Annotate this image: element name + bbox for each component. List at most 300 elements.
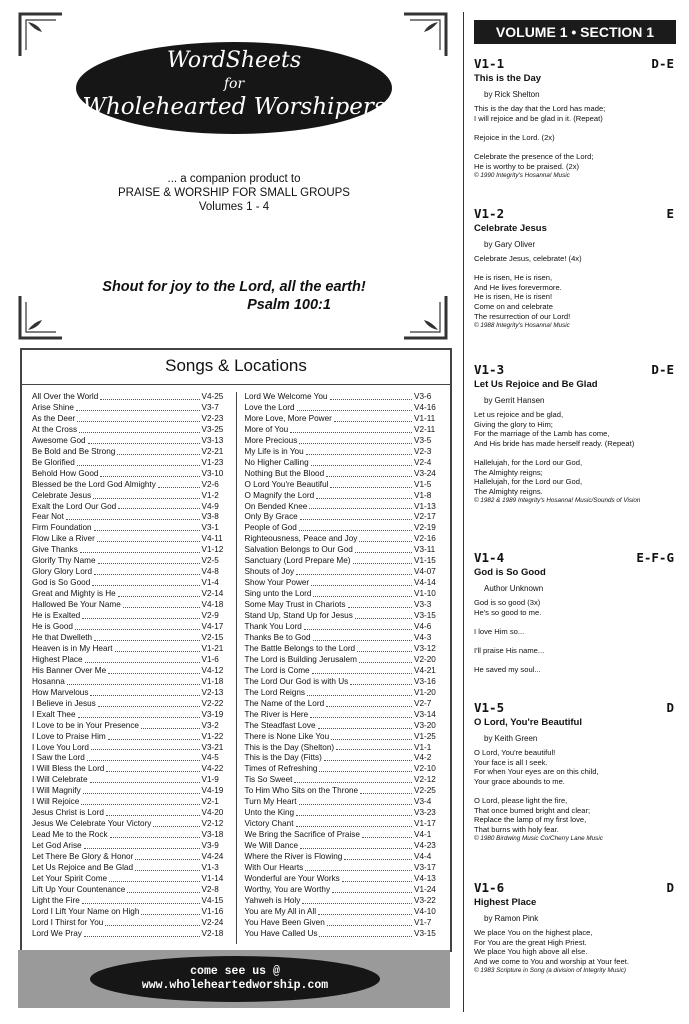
song-index-row (32, 874, 228, 885)
song-index-row (32, 469, 228, 480)
song-index-row (245, 710, 441, 721)
song-index-row (32, 666, 228, 677)
song-location: V1-3 (201, 862, 219, 872)
song-location: V2-20 (414, 654, 436, 664)
song-name: Give Thanks (32, 545, 78, 555)
dot-leader (81, 797, 199, 805)
song-header (474, 206, 674, 221)
song-index-row (245, 918, 441, 929)
songs-column-right (241, 392, 445, 944)
song-index-row (32, 545, 228, 556)
song-name: More Love, More Power (244, 413, 332, 423)
song-name: Heaven is in My Heart (32, 643, 113, 653)
song-entry (474, 550, 674, 675)
dot-leader (141, 907, 199, 915)
song-location: V3-10 (201, 468, 224, 478)
song-name: Firm Foundation (32, 523, 92, 533)
song-location: V2-14 (201, 589, 224, 599)
song-location: V3-16 (414, 676, 436, 686)
song-name: Fear Not (32, 512, 64, 522)
song-location: V1-9 (201, 775, 219, 785)
song-name: I Saw the Lord (32, 753, 85, 763)
song-header (474, 550, 674, 565)
dot-leader (92, 578, 199, 586)
song-location: V4-10 (414, 906, 436, 916)
song-index-row (245, 819, 441, 830)
dot-leader (67, 677, 200, 685)
song-index-row (245, 688, 441, 699)
song-name: I Will Celebrate (32, 775, 88, 785)
song-copyright: © 1980 Birdwing Music Co/Cherry Lane Music (474, 835, 603, 843)
song-index-row (32, 611, 228, 622)
song-index-row (245, 545, 441, 556)
song-index-row (32, 885, 228, 896)
song-index-row (32, 852, 228, 863)
dot-leader (359, 534, 412, 542)
dot-leader (98, 556, 200, 564)
dot-leader (311, 578, 412, 586)
dot-leader (342, 874, 412, 882)
dot-leader (348, 600, 412, 608)
song-name: You are My All in All (244, 906, 317, 916)
song-index-row (32, 721, 228, 732)
song-location: V2-11 (414, 424, 436, 434)
song-index-row (245, 863, 441, 874)
song-index-row (245, 633, 441, 644)
song-author: by Rick Shelton (484, 90, 540, 99)
song-name: We Bring the Sacrifice of Praise (244, 830, 360, 840)
song-name: This is the Day (Fitts) (244, 753, 322, 763)
song-index-row (32, 633, 228, 644)
song-location: V4-1 (414, 830, 432, 840)
song-name: Love the Lord (244, 402, 295, 412)
song-lyrics: This is the day that the Lord has made; I will rejoice and be glad in it. (Repeat) Rejoice in the Lord. (2x) Celebrate the presence of the Lord; He is worthy to be praised. (2x) (474, 104, 606, 171)
song-name: The Battle Belongs to the Lord (244, 643, 356, 653)
dot-leader (135, 852, 199, 860)
corner-ornament-top-right (402, 12, 448, 58)
song-location: V1-15 (414, 556, 436, 566)
song-name: The Lord Our God is with Us (244, 676, 349, 686)
song-index-row (245, 436, 441, 447)
dot-leader (109, 874, 199, 882)
song-header (474, 880, 674, 895)
song-name: Light the Fire (32, 895, 80, 905)
song-name: I Love to Praise Him (32, 731, 106, 741)
dot-leader (305, 863, 412, 871)
song-index-row (245, 622, 441, 633)
song-name: Lord We Welcome You (244, 392, 328, 401)
song-name: With Our Hearts (244, 862, 304, 872)
dot-leader (84, 841, 200, 849)
website-url[interactable]: www.wholeheartedworship.com (141, 979, 329, 992)
dot-leader (94, 523, 200, 531)
verse-reference: Psalm 100:1 (247, 297, 331, 313)
song-index-row (245, 907, 441, 918)
dot-leader (304, 622, 412, 630)
song-index-row (245, 469, 441, 480)
dot-leader (313, 589, 412, 597)
title-line-1: WordSheets (166, 48, 302, 73)
song-key: E (666, 206, 674, 221)
song-index-row (245, 743, 441, 754)
song-location: V2-22 (201, 698, 224, 708)
song-location: V1-20 (414, 687, 436, 697)
song-index-row (32, 403, 228, 414)
song-index-row (245, 732, 441, 743)
song-name: I Exalt Thee (32, 709, 76, 719)
song-index-row (32, 447, 228, 458)
song-location: V1-16 (201, 906, 224, 916)
song-name: Awesome God (32, 435, 86, 445)
song-index-row (245, 885, 441, 896)
companion-line-2: PRAISE & WORSHIP FOR SMALL GROUPS (118, 187, 350, 199)
song-copyright: © 1983 Scripture in Song (a division of Integrity Music) (474, 967, 626, 975)
song-location: V3-13 (201, 435, 224, 445)
song-location: V4-19 (201, 786, 224, 796)
song-name: Turn My Heart (244, 797, 297, 807)
song-name: Blessed be the Lord God Almighty (32, 479, 156, 489)
song-name: The Lord is Building Jerusalem (244, 654, 357, 664)
song-location: V2-6 (201, 479, 219, 489)
song-index-row (245, 480, 441, 491)
dot-leader (299, 797, 412, 805)
song-index-row (32, 589, 228, 600)
title-oval (76, 42, 392, 134)
dot-leader (106, 808, 200, 816)
dot-leader (312, 666, 412, 674)
song-index-row (245, 677, 441, 688)
dot-leader (330, 480, 412, 488)
song-location: V3-8 (201, 512, 219, 522)
dot-leader (362, 830, 412, 838)
dot-leader (100, 469, 199, 477)
song-name: At the Cross (32, 424, 78, 434)
song-name: He is Good (32, 622, 73, 632)
song-name: Victory Chant (244, 819, 294, 829)
song-index-row (32, 425, 228, 436)
song-location: V4-6 (414, 622, 432, 632)
dot-leader (94, 567, 199, 575)
song-name: I Will Magnify (32, 786, 81, 796)
scripture-verse (18, 278, 450, 314)
song-location: V2-12 (414, 775, 436, 785)
song-location: V2-15 (201, 632, 224, 642)
dot-leader (110, 830, 200, 838)
title-line-2: for (223, 76, 245, 92)
dot-leader (135, 863, 199, 871)
song-index-row (245, 753, 441, 764)
dot-leader (306, 447, 412, 455)
song-name: Show Your Power (244, 578, 310, 588)
song-author: by Keith Green (484, 734, 538, 743)
song-name: Nothing But the Blood (244, 468, 325, 478)
song-location: V1-13 (414, 501, 436, 511)
song-name: Great and Mighty is He (32, 589, 116, 599)
song-name: To Him Who Sits on the Throne (244, 786, 359, 796)
song-name: This is the Day (Shelton) (244, 742, 335, 752)
dot-leader (80, 545, 200, 553)
dot-leader (106, 764, 199, 772)
song-name: You Have Called Us (244, 928, 318, 938)
song-index-row (32, 644, 228, 655)
song-location: V1-5 (414, 479, 432, 489)
songs-locations-box (20, 348, 452, 952)
song-location: V3-17 (414, 862, 436, 872)
song-index-row (32, 688, 228, 699)
song-index-row (32, 743, 228, 754)
dot-leader (105, 918, 199, 926)
song-location: V3-23 (414, 808, 436, 818)
song-location: V4-5 (201, 753, 219, 763)
song-title: O Lord, You're Beautiful (474, 717, 582, 728)
song-location: V2-19 (414, 523, 436, 533)
dot-leader (88, 436, 200, 444)
song-location: V2-5 (201, 556, 219, 566)
companion-text (18, 172, 450, 214)
song-location: V3-6 (414, 392, 432, 401)
song-index-row (32, 567, 228, 578)
song-location: V1-6 (201, 654, 219, 664)
title-line-3: Wholehearted Worshipers (82, 94, 386, 120)
song-name: How Marvelous (32, 687, 89, 697)
song-name: I Believe in Jesus (32, 698, 96, 708)
song-index-row (32, 699, 228, 710)
song-copyright: © 1990 Integrity's Hosanna! Music (474, 172, 570, 180)
song-location: V2-10 (414, 764, 436, 774)
song-name: Shouts of Joy (244, 567, 295, 577)
song-name: People of God (244, 523, 297, 533)
song-location: V3-22 (414, 895, 436, 905)
song-name: Let Us Rejoice and Be Glad (32, 862, 134, 872)
dot-leader (91, 743, 200, 751)
dot-leader (359, 655, 412, 663)
song-location: V3-11 (414, 545, 436, 555)
song-name: Hallowed Be Your Name (32, 600, 121, 610)
dot-leader (82, 896, 200, 904)
dot-leader (300, 512, 412, 520)
song-location: V3-20 (414, 720, 436, 730)
song-lyrics: We place You on the highest place, For You are the great High Priest. We place You high above all else. And we come to You and worship at Your feet. (474, 928, 629, 966)
song-lyrics: God is so good (3x) He's so good to me. I love Him so... I'll praise His name... He saved my soul... (474, 598, 545, 675)
dot-leader (318, 721, 412, 729)
song-name: Yahweh is Holy (244, 895, 301, 905)
song-name: I Will Bless the Lord (32, 764, 105, 774)
song-name: Times of Refreshing (244, 764, 318, 774)
dot-leader (94, 633, 199, 641)
song-entry (474, 880, 674, 974)
dot-leader (76, 403, 200, 411)
song-index-row (245, 491, 441, 502)
dot-leader (158, 480, 200, 488)
song-name: Righteousness, Peace and Joy (244, 534, 358, 544)
corner-ornament-top-left (18, 12, 64, 58)
song-copyright: © 1982 & 1989 Integrity's Hosanna! Music/Sounds of Vision (474, 497, 641, 505)
song-location: V2-7 (414, 698, 432, 708)
song-index-row (245, 425, 441, 436)
song-index-row (245, 578, 441, 589)
dot-leader (100, 392, 199, 400)
song-author: by Gary Oliver (484, 240, 536, 249)
song-index-row (245, 775, 441, 786)
song-title: Let Us Rejoice and Be Glad (474, 379, 598, 390)
song-name: Sanctuary (Lord Prepare Me) (244, 556, 351, 566)
song-location: V2-13 (201, 687, 224, 697)
song-location: V4-17 (201, 622, 224, 632)
volume-section-header: VOLUME 1 • SECTION 1 (474, 20, 676, 44)
song-index-row (32, 523, 228, 534)
dot-leader (108, 732, 200, 740)
song-index-row (245, 874, 441, 885)
song-location: V4-07 (414, 567, 436, 577)
dot-leader (316, 491, 412, 499)
dot-leader (355, 545, 412, 553)
song-name: We Will Dance (244, 841, 299, 851)
song-location: V4-13 (414, 873, 436, 883)
song-index-row (245, 611, 441, 622)
song-index-row (32, 677, 228, 688)
song-location: V2-1 (201, 797, 219, 807)
dot-leader (344, 852, 412, 860)
song-index-row (245, 896, 441, 907)
song-index-row (32, 655, 228, 666)
song-location: V4-9 (201, 501, 219, 511)
song-index-row (32, 775, 228, 786)
companion-line-1: ... a companion product to (167, 173, 301, 185)
song-index-row (32, 786, 228, 797)
song-number: V1-2 (474, 206, 505, 221)
dot-leader (84, 929, 200, 937)
song-lyrics: Let us rejoice and be glad, Giving the glory to Him; For the marriage of the Lamb has come, And His bride has made herself ready. (Repeat) Hallelujah, for the Lord our God, The Almighty reigns; Hallelujah, for the Lord our God, The Almighty reigns. (474, 410, 635, 496)
song-name: More of You (244, 424, 289, 434)
song-location: V1-10 (414, 589, 436, 599)
song-name: Thanks Be to God (244, 632, 311, 642)
dot-leader (153, 819, 199, 827)
song-name: Let God Arise (32, 841, 82, 851)
song-index-row (32, 600, 228, 611)
dot-leader (296, 819, 413, 827)
dot-leader (326, 469, 412, 477)
song-index-row (32, 480, 228, 491)
footer-line-1: come see us @ (190, 965, 280, 978)
dot-leader (90, 688, 199, 696)
song-name: O Magnify the Lord (244, 490, 315, 500)
song-header (474, 56, 674, 71)
dot-leader (98, 699, 200, 707)
song-location: V2-16 (414, 534, 436, 544)
song-index-row (245, 512, 441, 523)
song-location: V1-23 (201, 457, 224, 467)
song-location: V4-20 (201, 808, 224, 818)
song-key: D-E (651, 362, 674, 377)
dot-leader (90, 775, 200, 783)
dot-leader (141, 721, 200, 729)
song-location: V1-8 (414, 490, 432, 500)
song-index-row (32, 797, 228, 808)
song-name: You Have Been Given (244, 917, 325, 927)
song-location: V4-15 (201, 895, 224, 905)
song-name: Hosanna (32, 676, 65, 686)
song-name: Exalt the Lord Our God (32, 501, 117, 511)
dot-leader (332, 885, 412, 893)
dot-leader (97, 534, 200, 542)
dot-leader (117, 447, 199, 455)
song-location: V2-9 (201, 611, 219, 621)
song-name: O Lord You're Beautiful (244, 479, 329, 489)
song-key: D (666, 700, 674, 715)
song-key: E-F-G (636, 550, 674, 565)
song-location: V1-24 (414, 884, 436, 894)
song-name: Flow Like a River (32, 534, 95, 544)
song-name: Let There Be Glory & Honor (32, 852, 134, 862)
song-name: Worthy, You are Worthy (244, 884, 331, 894)
song-title: God is So Good (474, 567, 546, 578)
dot-leader (77, 414, 199, 422)
song-index-row (32, 863, 228, 874)
song-location: V4-4 (414, 852, 432, 862)
songs-column-left (28, 392, 237, 944)
song-location: V4-3 (414, 632, 432, 642)
song-name: Lord I Lift Your Name on High (32, 906, 140, 916)
song-location: V2-25 (414, 786, 436, 796)
song-location: V1-1 (414, 742, 432, 752)
song-name: Jesus We Celebrate Your Victory (32, 819, 152, 829)
song-index-row (32, 458, 228, 469)
song-location: V3-21 (201, 742, 224, 752)
song-location: V3-12 (414, 643, 436, 653)
dot-leader (355, 611, 412, 619)
song-name: Unto the King (244, 808, 295, 818)
dot-leader (108, 666, 199, 674)
dot-leader (300, 841, 412, 849)
song-location: V3-2 (201, 720, 219, 730)
song-author: by Gerrit Hansen (484, 396, 545, 405)
song-name: As the Deer (32, 413, 76, 423)
footer-bar (18, 950, 450, 1008)
song-copyright: © 1988 Integrity's Hosanna! Music (474, 322, 570, 330)
song-name: The Lord Reigns (244, 687, 306, 697)
song-index-row (245, 458, 441, 469)
song-name: Wonderful are Your Works (244, 873, 340, 883)
song-index-row (245, 797, 441, 808)
song-index-row (32, 896, 228, 907)
song-location: V3-3 (414, 600, 432, 610)
song-name: Jesus Christ is Lord (32, 808, 104, 818)
dot-leader (357, 644, 412, 652)
song-location: V2-4 (414, 457, 432, 467)
song-index-row (32, 753, 228, 764)
song-name: His Banner Over Me (32, 665, 107, 675)
song-location: V1-7 (414, 917, 432, 927)
dot-leader (82, 611, 199, 619)
dot-leader (299, 523, 412, 531)
song-location: V1-22 (201, 731, 224, 741)
song-entry (474, 362, 674, 504)
song-header (474, 700, 674, 715)
song-index-row (32, 710, 228, 721)
song-name: Let Your Spirit Come (32, 873, 108, 883)
song-location: V2-12 (201, 819, 224, 829)
song-location: V4-11 (201, 534, 223, 544)
song-author: by Ramon Pink (484, 914, 539, 923)
song-name: Salvation Belongs to Our God (244, 545, 353, 555)
song-name: The River is Here (244, 709, 309, 719)
song-index-row (32, 436, 228, 447)
song-location: V2-23 (201, 413, 224, 423)
song-title: Celebrate Jesus (474, 223, 547, 234)
song-name: All Over the World (32, 392, 99, 401)
song-location: V3-14 (414, 709, 436, 719)
dot-leader (77, 458, 200, 466)
